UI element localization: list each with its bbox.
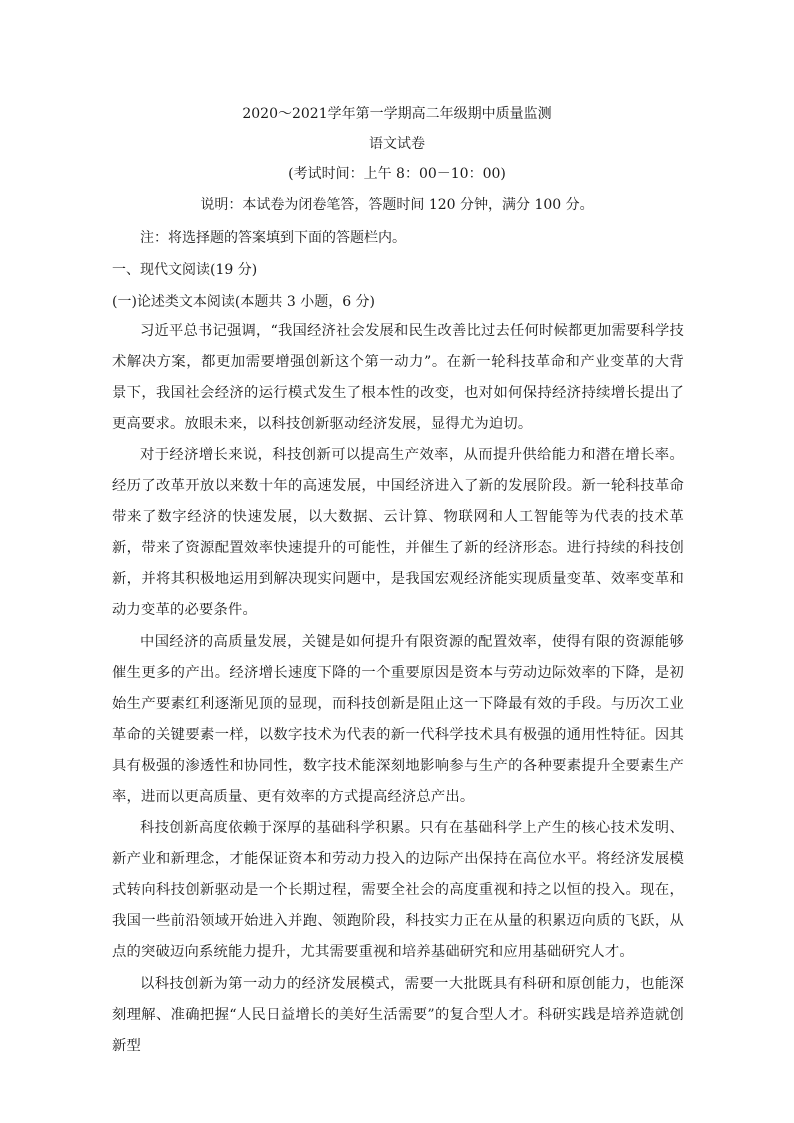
paragraph-3: 中国经济的高质量发展，关键是如何提升有限资源的配置效率，使得有限的资源能够催生更多的产出。经济增长速度下降的一个重要原因是资本与劳动边际效率的下降，是初始生产要素红利逐渐见顶的显现，而科技创新是阻止这一下降最有效的手段。与历次工业革命的关键要素一样，以数字技术为代表的新一代科学技术具有极强的通用性特征。因其具有极强的渗透性和协同性，数字技术能深刻地影响参与生产的各种要素提升全要素生产率，进而以更高质量、更有效率的方式提高经济总产出。 (112, 634, 684, 805)
exam-title: 2020～2021学年第一学期高二年级期中质量监测 (242, 106, 552, 122)
paragraph-1: 习近平总书记强调，“我国经济社会发展和民生改善比过去任何时候都更加需要科学技术解决方案，都更加需要增强创新这个第一动力”。在新一轮科技革命和产业变革的大背景下，我国社会经济的运行模式发生了根本性的改变，也对如何保持经济持续增长提出了更高要求。放眼未来，以科技创新驱动经济发展，显得尤为迫切。 (112, 323, 684, 432)
section-subheading: (一)论述类文本阅读(本题共 3 小题，6 分) (112, 294, 376, 310)
instructions: 说明：本试卷为闭卷笔答，答题时间 120 分钟，满分 100 分。 (200, 197, 594, 213)
paragraph-5: 以科技创新为第一动力的经济发展模式，需要一大批既具有科研和原创能力，也能深刻理解、准确把握“人民日益增长的美好生活需要”的复合型人才。科研实践是培养造就创新型 (112, 976, 684, 1054)
exam-time: (考试时间：上午 8：00－10：00) (288, 166, 506, 182)
section-heading: 一、现代文阅读(19 分) (112, 262, 258, 278)
paragraph-4: 科技创新高度依赖于深厚的基础科学积累。只有在基础科学上产生的核心技术发明、新产业和新理念，才能保证资本和劳动力投入的边际产出保持在高位水平。将经济发展模式转向科技创新驱动是一个长期过程，需要全社会的高度重视和持之以恒的投入。现在，我国一些前沿领域开始进入并跑、领跑阶段，科技实力正在从量的积累迈向质的飞跃，从点的突破迈向系统能力提升，尤其需要重视和培养基础研究和应用基础研究人才。 (112, 820, 684, 960)
subject-title: 语文试卷 (369, 136, 425, 152)
paragraph-2: 对于经济增长来说，科技创新可以提高生产效率，从而提升供给能力和潜在增长率。经历了改革开放以来数十年的高速发展，中国经济进入了新的发展阶段。新一轮科技革命带来了数字经济的快速发展，以大数据、云计算、物联网和人工智能等为代表的技术革新，带来了资源配置效率快速提升的可能性，并催生了新的经济形态。进行持续的科技创新，并将其积极地运用到解决现实问题中，是我国宏观经济能实现质量变革、效率变革和动力变革的必要条件。 (112, 447, 684, 618)
answer-note: 注：将选择题的答案填到下面的答题栏内。 (140, 230, 406, 246)
